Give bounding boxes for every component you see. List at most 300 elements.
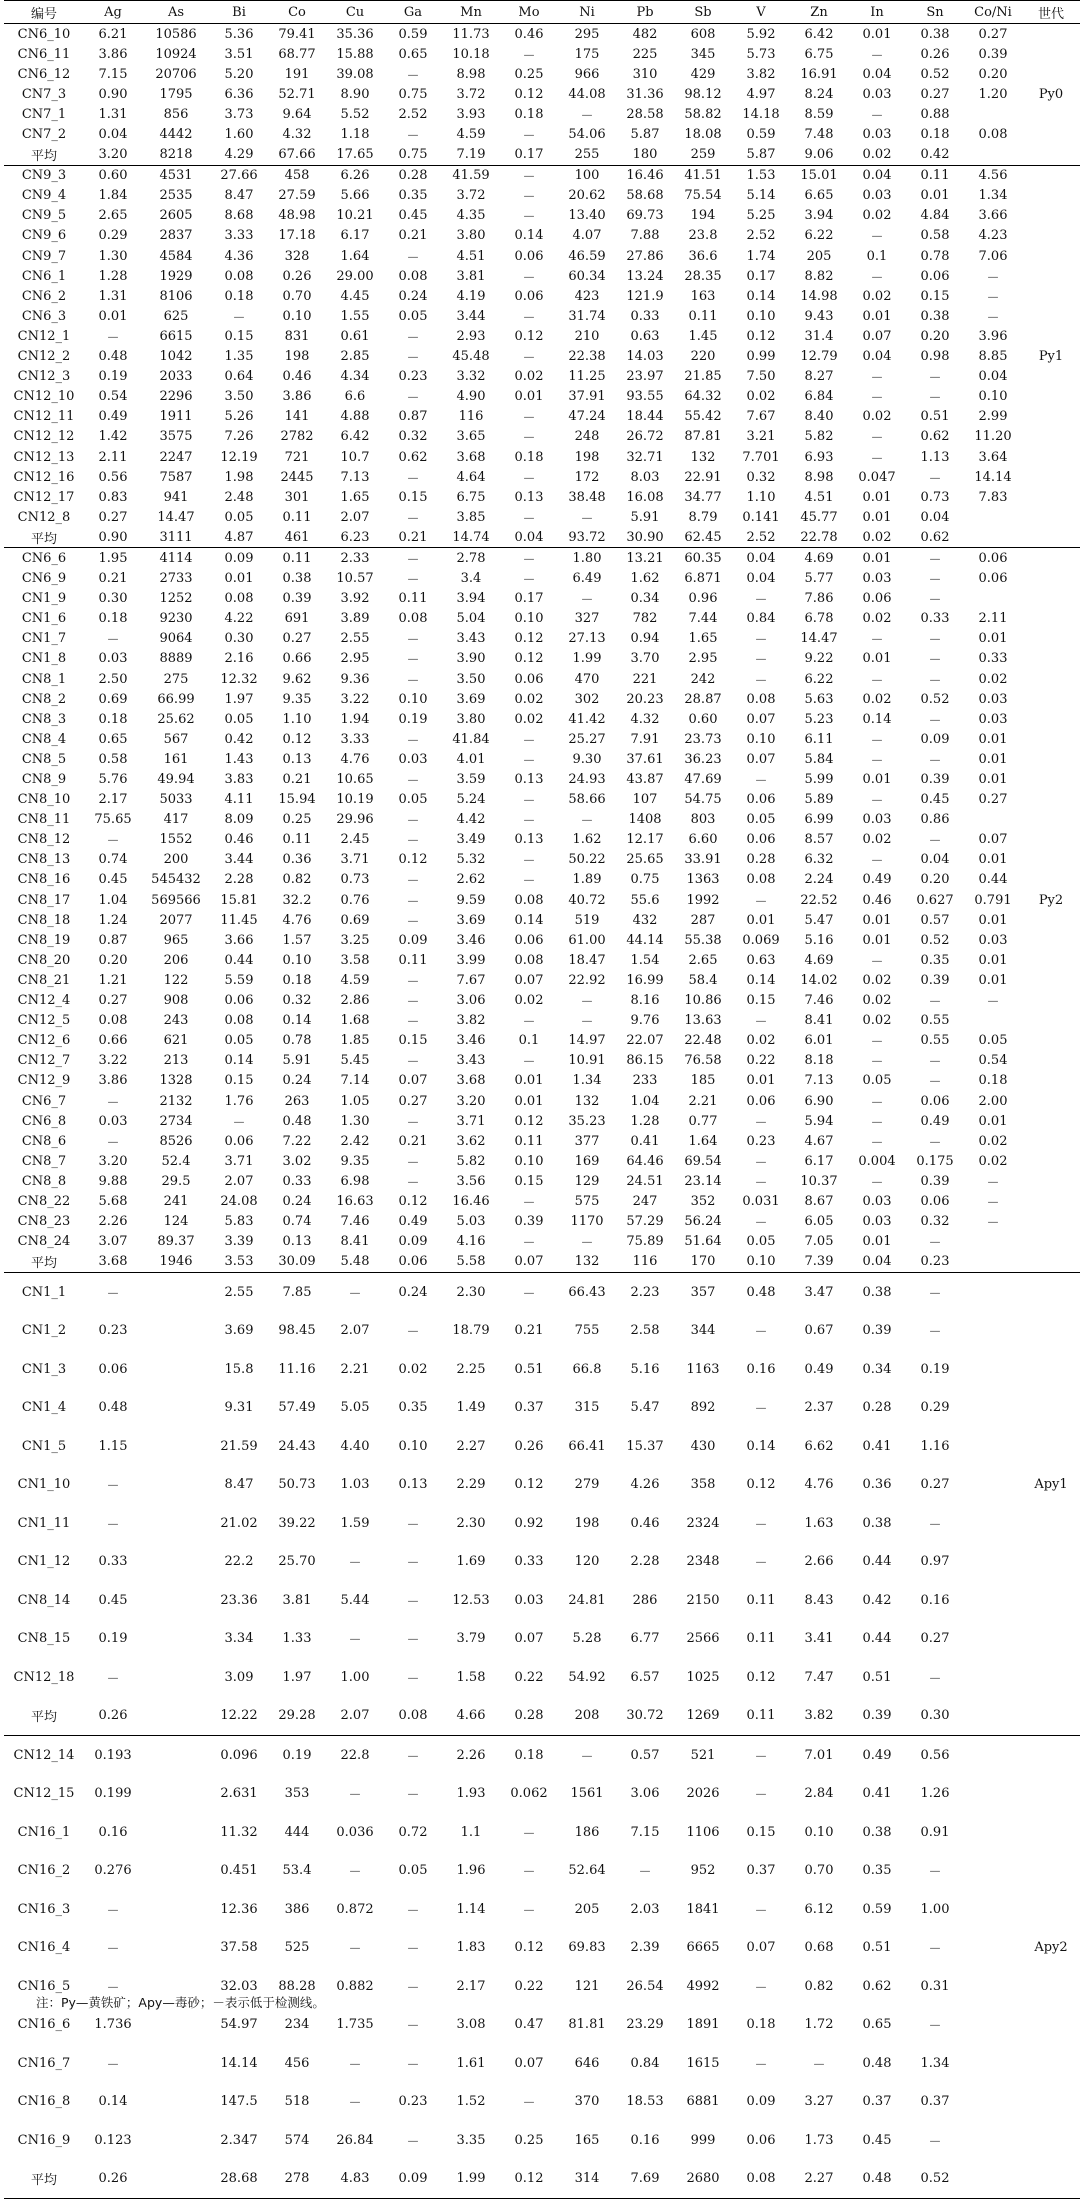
value-cell: 2445 xyxy=(280,469,314,485)
value-cell: 5.77 xyxy=(804,571,834,587)
column-header: Co/Ni xyxy=(964,1,1022,24)
value-cell: 1.28 xyxy=(630,1113,660,1129)
value-cell: 0.44 xyxy=(862,1554,892,1570)
value-cell: 0.01 xyxy=(978,731,1008,747)
value-cell: － xyxy=(928,633,942,649)
value-cell: 0.23 xyxy=(398,2094,428,2110)
value-cell: 1.73 xyxy=(804,2132,834,2148)
value-cell: 175 xyxy=(574,46,600,62)
value-cell: 3.53 xyxy=(210,1252,268,1273)
value-cell: 0.52 xyxy=(920,932,950,948)
value-cell: 44.08 xyxy=(568,86,606,102)
value-cell: 1.03 xyxy=(340,1477,370,1493)
value-cell: 2.66 xyxy=(804,1554,834,1570)
sample-id-cell: CN8_22 xyxy=(17,1193,71,1209)
value-cell: 3.58 xyxy=(340,952,370,968)
value-cell: 52.71 xyxy=(278,86,316,102)
value-cell: 24.93 xyxy=(568,772,606,788)
value-cell: 0.11 xyxy=(398,591,428,607)
value-cell: 0.27 xyxy=(398,1093,428,1109)
value-cell: 79.41 xyxy=(278,26,316,42)
value-cell: － xyxy=(406,2134,420,2150)
value-cell: 18.79 xyxy=(452,1323,490,1339)
value-cell: － xyxy=(522,411,536,427)
generation-cell xyxy=(1022,1658,1080,1697)
value-cell: 61.00 xyxy=(568,932,606,948)
value-cell xyxy=(142,1774,210,1813)
value-cell: 13.63 xyxy=(684,1013,722,1029)
value-cell: － xyxy=(406,351,420,367)
generation-cell xyxy=(1022,44,1080,64)
value-cell: 41.59 xyxy=(452,168,490,184)
value-cell: 377 xyxy=(574,1133,600,1149)
value-cell: 0.46 xyxy=(514,26,544,42)
value-cell: 0.08 xyxy=(384,1696,442,1735)
table-row xyxy=(4,447,1080,467)
value-cell: 0.02 xyxy=(848,145,906,166)
value-cell: － xyxy=(522,874,536,890)
value-cell: 2.45 xyxy=(340,832,370,848)
value-cell: 0.14 xyxy=(98,2094,128,2110)
table-row xyxy=(4,1388,1080,1427)
value-cell: － xyxy=(928,1286,942,1302)
value-cell xyxy=(964,1851,1022,1890)
value-cell: 7.701 xyxy=(742,449,780,465)
generation-cell xyxy=(1022,367,1080,387)
sample-id-cell: CN8_13 xyxy=(17,852,71,868)
value-cell: － xyxy=(870,954,884,970)
value-cell: 0.60 xyxy=(688,711,718,727)
value-cell: 0.08 xyxy=(514,952,544,968)
value-cell: － xyxy=(870,108,884,124)
value-cell: 4.69 xyxy=(804,550,834,566)
value-cell: 4.19 xyxy=(456,288,486,304)
value-cell: 0.06 xyxy=(514,932,544,948)
value-cell: － xyxy=(928,713,942,729)
value-cell: 23.97 xyxy=(626,369,664,385)
value-cell: 0.12 xyxy=(514,1940,544,1956)
value-cell: 5.32 xyxy=(456,852,486,868)
value-cell: 1.24 xyxy=(98,912,128,928)
value-cell: 66.8 xyxy=(572,1361,602,1377)
sample-id-cell: CN8_24 xyxy=(17,1234,71,1250)
value-cell: 0.90 xyxy=(98,86,128,102)
value-cell: 23.36 xyxy=(220,1592,258,1608)
value-cell xyxy=(964,1350,1022,1389)
value-cell: 170 xyxy=(674,1252,732,1273)
value-cell: 4.32 xyxy=(630,711,660,727)
value-cell: 7.01 xyxy=(804,1747,834,1763)
table-row xyxy=(4,991,1080,1011)
value-cell: － xyxy=(870,270,884,286)
value-cell: 50.73 xyxy=(278,1477,316,1493)
table-row xyxy=(4,104,1080,124)
value-cell: 52.4 xyxy=(161,1153,191,1169)
value-cell: 0.35 xyxy=(398,1400,428,1416)
value-cell: 30.72 xyxy=(616,1696,674,1735)
value-cell: 5.92 xyxy=(746,26,776,42)
value-cell: 0.73 xyxy=(340,872,370,888)
value-cell: － xyxy=(406,2057,420,2073)
value-cell: 29.28 xyxy=(268,1696,326,1735)
value-cell: 9.59 xyxy=(456,892,486,908)
value-cell: － xyxy=(406,552,420,568)
value-cell: 0.72 xyxy=(398,1824,428,1840)
value-cell xyxy=(964,810,1022,830)
value-cell: 1.34 xyxy=(920,2055,950,2071)
value-cell: 0.13 xyxy=(282,751,312,767)
value-cell: 0.24 xyxy=(282,1193,312,1209)
value-cell: 1.84 xyxy=(98,188,128,204)
sample-id-cell: CN1_11 xyxy=(17,1515,71,1531)
value-cell: 0.12 xyxy=(514,631,544,647)
value-cell: － xyxy=(406,1115,420,1131)
value-cell: 50.22 xyxy=(568,852,606,868)
sample-id-cell: CN8_20 xyxy=(17,952,71,968)
value-cell: － xyxy=(522,733,536,749)
value-cell: 0.01 xyxy=(862,489,892,505)
value-cell: 2.26 xyxy=(456,1747,486,1763)
value-cell: 10586 xyxy=(155,26,197,42)
value-cell: 518 xyxy=(284,2094,310,2110)
value-cell: 2.42 xyxy=(340,1133,370,1149)
value-cell: 0.20 xyxy=(920,872,950,888)
value-cell: － xyxy=(406,511,420,527)
value-cell: 0.15 xyxy=(746,993,776,1009)
value-cell: 31.74 xyxy=(568,308,606,324)
value-cell: 7.15 xyxy=(630,1824,660,1840)
value-cell: 386 xyxy=(284,1901,310,1917)
value-cell: 208 xyxy=(558,1696,616,1735)
value-cell: 47.24 xyxy=(568,409,606,425)
value-cell xyxy=(142,2044,210,2083)
sample-id-cell: CN12_1 xyxy=(17,328,71,344)
value-cell: 1.30 xyxy=(98,248,128,264)
sample-id-cell: CN1_2 xyxy=(21,1323,67,1339)
value-cell: － xyxy=(522,2096,536,2112)
value-cell: 3.71 xyxy=(340,852,370,868)
table-row xyxy=(4,1928,1080,1967)
value-cell: 0.13 xyxy=(398,1477,428,1493)
value-cell: 0.02 xyxy=(978,1153,1008,1169)
value-cell: 5.16 xyxy=(804,932,834,948)
value-cell: 0.01 xyxy=(978,912,1008,928)
value-cell: 0.62 xyxy=(862,1978,892,1994)
value-cell: 0.33 xyxy=(978,651,1008,667)
value-cell: 16.91 xyxy=(800,66,838,82)
value-cell: 2.07 xyxy=(340,509,370,525)
value-cell: 423 xyxy=(574,288,600,304)
value-cell: 0.175 xyxy=(916,1153,954,1169)
value-cell: － xyxy=(870,371,884,387)
value-cell: 3.66 xyxy=(978,208,1008,224)
sample-id-cell: CN8_10 xyxy=(17,792,71,808)
value-cell: 3.43 xyxy=(456,1053,486,1069)
value-cell: 0.26 xyxy=(514,1438,544,1454)
value-cell: 10.18 xyxy=(452,46,490,62)
value-cell: － xyxy=(522,210,536,226)
value-cell: 0.06 xyxy=(746,792,776,808)
value-cell: 0.56 xyxy=(920,1747,950,1763)
value-cell: 1.21 xyxy=(98,972,128,988)
value-cell: 0.51 xyxy=(920,409,950,425)
value-cell: － xyxy=(522,753,536,769)
value-cell: 15.81 xyxy=(220,892,258,908)
generation-cell xyxy=(1022,1619,1080,1658)
value-cell: 27.13 xyxy=(568,631,606,647)
value-cell: 0.27 xyxy=(920,86,950,102)
value-cell: 0.48 xyxy=(282,1113,312,1129)
value-cell: 0.59 xyxy=(862,1901,892,1917)
value-cell: － xyxy=(522,48,536,64)
value-cell: 8.59 xyxy=(804,106,834,122)
value-cell: － xyxy=(406,1788,420,1804)
value-cell: 0.75 xyxy=(398,86,428,102)
value-cell: 0.21 xyxy=(398,228,428,244)
value-cell: 2.26 xyxy=(98,1214,128,1230)
value-cell: 0.12 xyxy=(514,328,544,344)
table-row xyxy=(4,1774,1080,1813)
value-cell: 1163 xyxy=(686,1361,720,1377)
value-cell: 3.33 xyxy=(224,228,254,244)
sample-id-cell: CN12_18 xyxy=(13,1669,75,1685)
value-cell: 2.11 xyxy=(98,449,128,465)
value-cell: 6.84 xyxy=(804,389,834,405)
value-cell: 2.631 xyxy=(220,1786,258,1802)
value-cell: － xyxy=(522,471,536,487)
value-cell: 0.193 xyxy=(94,1747,132,1763)
value-cell: 2782 xyxy=(280,429,314,445)
column-header: Zn xyxy=(790,1,848,24)
value-cell: 6.22 xyxy=(804,228,834,244)
generation-cell xyxy=(1022,1311,1080,1350)
value-cell: 1.34 xyxy=(572,1073,602,1089)
value-cell: 0.11 xyxy=(514,1133,544,1149)
value-cell: 41.51 xyxy=(684,168,722,184)
value-cell: － xyxy=(870,230,884,246)
value-cell: 225 xyxy=(632,46,658,62)
sample-id-cell: CN8_16 xyxy=(17,872,71,888)
value-cell: 1.68 xyxy=(340,1013,370,1029)
value-cell: 357 xyxy=(690,1284,716,1300)
value-cell: － xyxy=(106,2057,120,2073)
value-cell: － xyxy=(348,1788,362,1804)
value-cell: 4.66 xyxy=(442,1696,500,1735)
generation-cell xyxy=(1022,246,1080,266)
value-cell: － xyxy=(406,1517,420,1533)
value-cell: 0.45 xyxy=(98,872,128,888)
value-cell: － xyxy=(348,2057,362,2073)
value-cell: － xyxy=(754,1325,768,1341)
generation-cell xyxy=(1022,1232,1080,1252)
value-cell: 6.871 xyxy=(684,571,722,587)
value-cell: － xyxy=(870,1055,884,1071)
table-row xyxy=(4,1071,1080,1091)
value-cell: 0.03 xyxy=(862,812,892,828)
column-header: Ni xyxy=(558,1,616,24)
value-cell: 1106 xyxy=(686,1824,720,1840)
table-row xyxy=(4,629,1080,649)
value-cell: － xyxy=(406,653,420,669)
value-cell: 2.65 xyxy=(688,952,718,968)
value-cell: 6.65 xyxy=(804,188,834,204)
value-cell: 221 xyxy=(632,671,658,687)
value-cell: 3.81 xyxy=(456,268,486,284)
sample-id-cell: CN9_4 xyxy=(21,188,67,204)
value-cell: 3.35 xyxy=(456,2132,486,2148)
generation-cell xyxy=(1022,507,1080,527)
column-header: Sb xyxy=(674,1,732,24)
value-cell: 0.05 xyxy=(398,1863,428,1879)
value-cell xyxy=(964,1890,1022,1929)
value-cell: 0.07 xyxy=(862,328,892,344)
value-cell: 57.49 xyxy=(278,1400,316,1416)
value-cell: 0.13 xyxy=(514,772,544,788)
value-cell: 15.8 xyxy=(224,1361,254,1377)
value-cell: 0.1 xyxy=(866,248,888,264)
sample-id-cell: CN8_15 xyxy=(17,1631,71,1647)
value-cell: 87.81 xyxy=(684,429,722,445)
value-cell: 18.53 xyxy=(626,2094,664,2110)
value-cell: 1.54 xyxy=(630,952,660,968)
value-cell xyxy=(964,1388,1022,1427)
value-cell: 6.77 xyxy=(630,1631,660,1647)
value-cell: － xyxy=(106,1980,120,1996)
value-cell: 0.30 xyxy=(224,631,254,647)
value-cell: 66.41 xyxy=(568,1438,606,1454)
value-cell: 301 xyxy=(284,489,310,505)
value-cell: 0.01 xyxy=(862,308,892,324)
value-cell: 0.44 xyxy=(862,1631,892,1647)
value-cell: 4.76 xyxy=(804,1477,834,1493)
generation-cell xyxy=(1022,1427,1080,1466)
value-cell: 1.31 xyxy=(98,106,128,122)
value-cell: 1.89 xyxy=(572,872,602,888)
value-cell: 10924 xyxy=(155,46,197,62)
value-cell: － xyxy=(870,794,884,810)
value-cell: 6615 xyxy=(159,328,193,344)
value-cell: 7.46 xyxy=(804,993,834,1009)
generation-cell xyxy=(1022,2005,1080,2044)
value-cell: － xyxy=(580,814,594,830)
value-cell: 247 xyxy=(632,1193,658,1209)
value-cell: － xyxy=(754,1788,768,1804)
value-cell: 5.87 xyxy=(732,145,790,166)
generation-cell xyxy=(1022,548,1080,569)
value-cell: 22.52 xyxy=(800,892,838,908)
sample-id-cell: CN12_9 xyxy=(17,1073,71,1089)
value-cell: 0.38 xyxy=(862,1824,892,1840)
value-cell: 0.12 xyxy=(746,1477,776,1493)
value-cell: 0.11 xyxy=(920,168,950,184)
value-cell: 0.75 xyxy=(384,145,442,166)
value-cell: 1.35 xyxy=(224,349,254,365)
value-cell: 0.062 xyxy=(510,1786,548,1802)
value-cell: 0.32 xyxy=(282,993,312,1009)
table-row xyxy=(4,407,1080,427)
value-cell: 2.30 xyxy=(456,1515,486,1531)
value-cell: 0.87 xyxy=(98,932,128,948)
value-cell xyxy=(964,1232,1022,1252)
value-cell: 10.19 xyxy=(336,792,374,808)
value-cell: 2.95 xyxy=(340,651,370,667)
value-cell: 0.03 xyxy=(862,127,892,143)
value-cell: － xyxy=(870,1135,884,1151)
value-cell: － xyxy=(928,753,942,769)
value-cell: 11.16 xyxy=(278,1361,316,1377)
value-cell: 941 xyxy=(163,489,189,505)
value-cell xyxy=(142,1851,210,1890)
value-cell: 4442 xyxy=(159,127,193,143)
sample-id-cell: CN8_19 xyxy=(17,932,71,948)
value-cell: － xyxy=(522,573,536,589)
value-cell: 259 xyxy=(674,145,732,166)
value-cell: 3.94 xyxy=(456,591,486,607)
value-cell: 3.80 xyxy=(456,228,486,244)
generation-cell xyxy=(1022,870,1080,890)
value-cell: 191 xyxy=(284,66,310,82)
value-cell: 0.10 xyxy=(514,1153,544,1169)
value-cell: 0.05 xyxy=(224,1033,254,1049)
value-cell: 5.14 xyxy=(746,188,776,204)
generation-cell xyxy=(1022,407,1080,427)
value-cell: 0.74 xyxy=(98,852,128,868)
value-cell: 7.13 xyxy=(804,1073,834,1089)
value-cell: 6.23 xyxy=(326,527,384,548)
value-cell: 198 xyxy=(574,1515,600,1531)
value-cell: 3.99 xyxy=(456,952,486,968)
value-cell: 4.67 xyxy=(804,1133,834,1149)
value-cell: 7.15 xyxy=(98,66,128,82)
value-cell: 4.26 xyxy=(630,1477,660,1493)
value-cell: 0.03 xyxy=(862,1193,892,1209)
column-header: As xyxy=(142,1,210,24)
value-cell: 0.01 xyxy=(862,651,892,667)
value-cell: 0.791 xyxy=(974,892,1012,908)
value-cell: 3.59 xyxy=(456,772,486,788)
value-cell: 0.16 xyxy=(746,1361,776,1377)
value-cell: 6.17 xyxy=(340,228,370,244)
value-cell: 1.72 xyxy=(804,2017,834,2033)
sample-id-cell: CN8_8 xyxy=(21,1173,67,1189)
value-cell: － xyxy=(928,1075,942,1091)
value-cell: 0.10 xyxy=(978,389,1008,405)
value-cell: 444 xyxy=(284,1824,310,1840)
value-cell: 0.01 xyxy=(978,631,1008,647)
value-cell: 2.07 xyxy=(340,1323,370,1339)
column-header: Cu xyxy=(326,1,384,24)
value-cell: 16.46 xyxy=(626,168,664,184)
sample-id-cell: CN6_3 xyxy=(21,308,67,324)
value-cell: 3.81 xyxy=(282,1592,312,1608)
value-cell: 0.39 xyxy=(862,1323,892,1339)
value-cell xyxy=(142,2121,210,2160)
value-cell: 295 xyxy=(574,26,600,42)
sample-id-cell: CN6_12 xyxy=(17,66,71,82)
value-cell: 44.14 xyxy=(626,932,664,948)
value-cell: 1.14 xyxy=(456,1901,486,1917)
value-cell: 0.627 xyxy=(916,892,954,908)
value-cell: 0.15 xyxy=(514,1173,544,1189)
value-cell: 0.35 xyxy=(920,952,950,968)
value-cell: 5.04 xyxy=(456,611,486,627)
group-py2 xyxy=(4,548,1080,1272)
value-cell: 646 xyxy=(574,2055,600,2071)
value-cell: 0.18 xyxy=(920,127,950,143)
sample-id-cell: CN1_7 xyxy=(21,631,67,647)
value-cell: － xyxy=(638,1865,652,1881)
generation-cell xyxy=(1022,1111,1080,1131)
